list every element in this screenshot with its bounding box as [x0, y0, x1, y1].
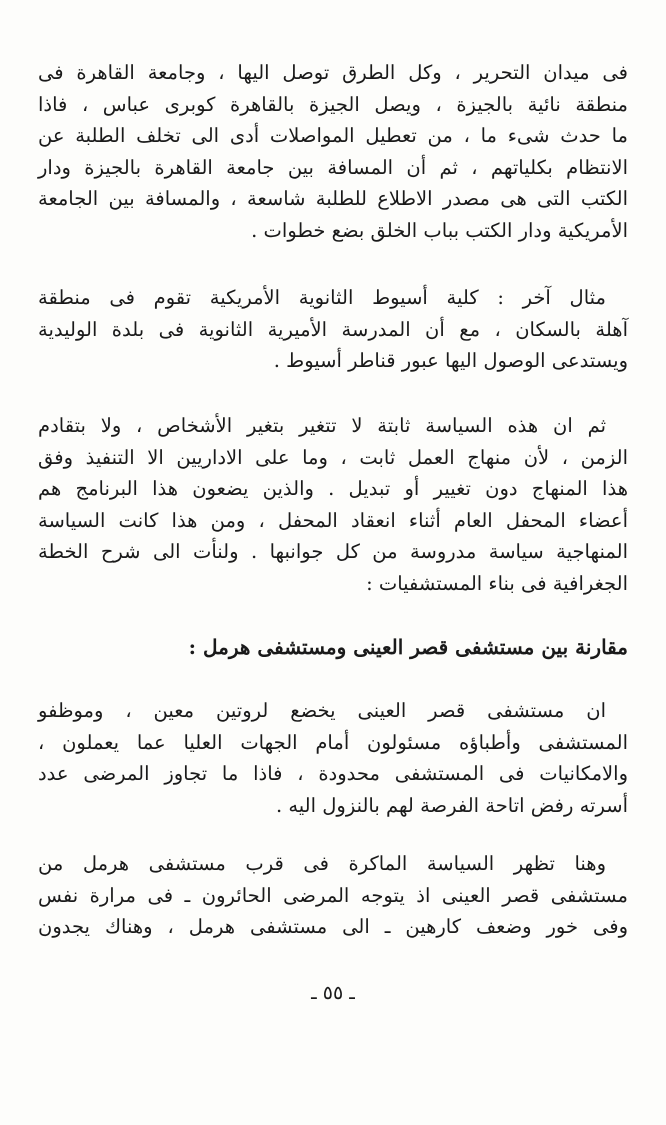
paragraph-4 — [38, 695, 628, 821]
text-line: فى ميدان التحرير ، وكل الطرق توصل اليها ، وجامعة القاهرة فى — [38, 61, 628, 84]
text-line: والامكانيات فى المستشفى محدودة ، فاذا ما تجاوز المرضى عدد — [38, 762, 628, 785]
paragraph-3 — [38, 410, 628, 599]
text-line: مثال آخر : كلية أسيوط الثانوية الأمريكية تقوم فى منطقة — [38, 286, 606, 309]
text-line: أسرته رفض اتاحة الفرصة لهم بالنزول اليه . — [275, 793, 628, 817]
text-line: هذا المنهاج دون تغيير أو تبديل . والذين يضعون هذا البرنامج هم — [38, 477, 628, 500]
text-line: أعضاء المحفل العام أثناء انعقاد المحفل ، ومن هذا كانت السياسة — [38, 508, 628, 532]
text-line: الكتب التى هى مصدر الاطلاع للطلبة شاسعة ، والمسافة بين الجامعة — [38, 187, 628, 210]
text-line: الانتظام بكلياتهم ، ثم أن المسافة بين جامعة القاهرة بالجيزة ودار — [38, 155, 628, 179]
text-line: ويستدعى الوصول اليها عبور قناطر أسيوط . — [273, 349, 628, 372]
text-line: منطقة نائية بالجيزة ، ويصل الجيزة بالقاهرة كوبرى عباس ، فاذا — [38, 92, 628, 116]
text-line: وفى خور وضعف كارهين ـ الى مستشفى هرمل ، وهناك يجدون — [38, 915, 628, 938]
section-heading — [38, 632, 628, 664]
text-line: المنهاجية سياسة مدروسة من كل جوانبها . ولنأت الى شرح الخطة — [38, 540, 628, 563]
text-line: الأمريكية ودار الكتب بباب الخلق بضع خطوات . — [251, 218, 628, 242]
text-line: ثم ان هذه السياسة ثابتة لا تتغير بتغير الأشخاص ، ولا بتقادم — [38, 414, 606, 437]
text-line: المستشفى وأطباؤه مسئولون أمام الجهات العليا عما يعملون ، — [38, 730, 628, 754]
text-line: وهنا تظهر السياسة الماكرة فى قرب مستشفى هرمل من — [38, 852, 606, 875]
text-line: آهلة بالسكان ، مع أن المدرسة الأميرية الثانوية فى بلدة الوليدية — [38, 317, 628, 341]
paragraph-1 — [38, 57, 628, 246]
text-line: ما حدث شىء ما ، من تعطيل المواصلات أدى الى تخلف الطلبة عن — [38, 124, 628, 147]
text-line: الجغرافية فى بناء المستشفيات : — [366, 571, 628, 595]
text-line: مستشفى قصر العينى اذ يتوجه المرضى الحائرون ـ فى مرارة نفس — [38, 883, 628, 907]
page-number: ـ ٥٥ ـ — [311, 982, 355, 1004]
text-line: ان مستشفى قصر العينى يخضع لروتين معين ، وموظفو — [38, 699, 606, 722]
heading-text: مقارنة بين مستشفى قصر العينى ومستشفى هرمل : — [188, 635, 628, 659]
paragraph-2 — [38, 282, 628, 377]
paragraph-5 — [38, 848, 628, 943]
text-line: الزمن ، لأن منهاج العمل ثابت ، وما على الاداريين الا التنفيذ وفق — [38, 445, 628, 469]
